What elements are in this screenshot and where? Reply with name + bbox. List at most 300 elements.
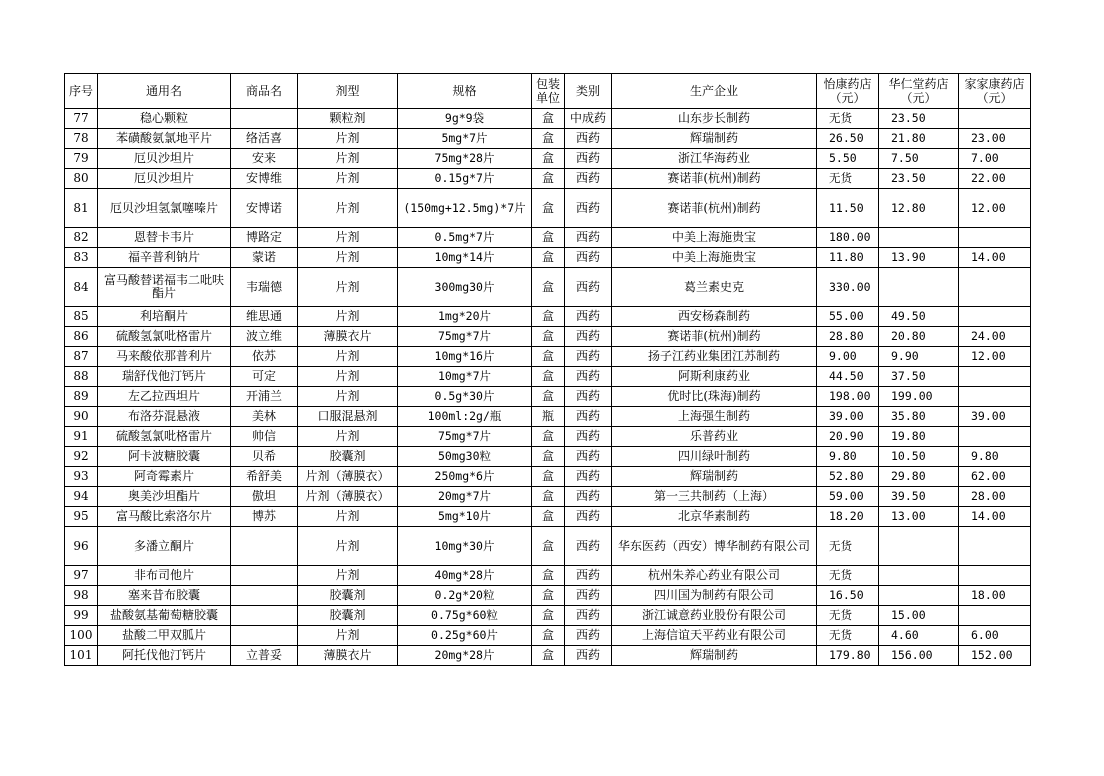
table-row	[65, 527, 1031, 566]
price-huarentang-cell: 20.80	[879, 327, 959, 347]
manufacturer-cell: 赛诺菲(杭州)制药	[612, 169, 817, 189]
price-yikang-cell: 5.50	[817, 149, 879, 169]
dosage-form-cell: 片剂	[298, 527, 398, 566]
dosage-form-cell: 片剂	[298, 307, 398, 327]
price-jiajiakang-cell: 7.00	[959, 149, 1031, 169]
dosage-form-cell: 片剂	[298, 228, 398, 248]
price-huarentang-cell	[879, 586, 959, 606]
price-yikang-cell: 179.80	[817, 646, 879, 666]
specification-cell: 75mg*7片	[398, 327, 532, 347]
price-huarentang-cell: 12.80	[879, 189, 959, 228]
dosage-form-cell: 片剂	[298, 347, 398, 367]
generic-name-cell: 阿卡波糖胶囊	[98, 447, 231, 467]
row-number-cell: 83	[65, 248, 98, 268]
table-row	[65, 407, 1031, 427]
category-cell: 西药	[565, 169, 612, 189]
manufacturer-cell: 赛诺菲(杭州)制药	[612, 189, 817, 228]
generic-name-cell: 阿奇霉素片	[98, 467, 231, 487]
row-number-cell: 81	[65, 189, 98, 228]
price-huarentang-cell: 49.50	[879, 307, 959, 327]
brand-name-cell	[231, 566, 298, 586]
price-jiajiakang-cell	[959, 387, 1031, 407]
specification-cell: 20mg*28片	[398, 646, 532, 666]
manufacturer-cell: 杭州朱养心药业有限公司	[612, 566, 817, 586]
manufacturer-cell: 辉瑞制药	[612, 467, 817, 487]
table-row	[65, 387, 1031, 407]
row-number-cell: 98	[65, 586, 98, 606]
package-unit-cell: 盒	[532, 606, 565, 626]
price-jiajiakang-cell	[959, 566, 1031, 586]
price-yikang-cell: 28.80	[817, 327, 879, 347]
generic-name-cell: 布洛芬混悬液	[98, 407, 231, 427]
table-row	[65, 487, 1031, 507]
brand-name-cell: 可定	[231, 367, 298, 387]
table-row	[65, 606, 1031, 626]
package-unit-cell: 盒	[532, 129, 565, 149]
generic-name-cell: 塞来昔布胶囊	[98, 586, 231, 606]
price-huarentang-cell: 39.50	[879, 487, 959, 507]
manufacturer-cell: 上海强生制药	[612, 407, 817, 427]
brand-name-cell: 贝希	[231, 447, 298, 467]
generic-name-cell: 硫酸氢氯吡格雷片	[98, 327, 231, 347]
generic-name-cell: 瑞舒伐他汀钙片	[98, 367, 231, 387]
price-yikang-cell: 55.00	[817, 307, 879, 327]
price-jiajiakang-cell	[959, 109, 1031, 129]
dosage-form-cell: 口服混悬剂	[298, 407, 398, 427]
package-unit-cell: 盒	[532, 447, 565, 467]
category-cell: 西药	[565, 387, 612, 407]
price-yikang-cell: 44.50	[817, 367, 879, 387]
generic-name-cell: 苯磺酸氨氯地平片	[98, 129, 231, 149]
dosage-form-cell: 胶囊剂	[298, 606, 398, 626]
table-row	[65, 129, 1031, 149]
generic-name-cell: 稳心颗粒	[98, 109, 231, 129]
specification-cell: 20mg*7片	[398, 487, 532, 507]
price-jiajiakang-cell: 18.00	[959, 586, 1031, 606]
category-cell: 西药	[565, 527, 612, 566]
price-yikang-cell: 198.00	[817, 387, 879, 407]
package-unit-cell: 盒	[532, 626, 565, 646]
table-row	[65, 347, 1031, 367]
category-cell: 中成药	[565, 109, 612, 129]
price-huarentang-cell: 9.90	[879, 347, 959, 367]
manufacturer-cell: 华东医药（西安）博华制药有限公司	[612, 527, 817, 566]
price-yikang-cell: 59.00	[817, 487, 879, 507]
category-cell: 西药	[565, 149, 612, 169]
table-row	[65, 367, 1031, 387]
price-jiajiakang-cell	[959, 367, 1031, 387]
price-yikang-cell: 无货	[817, 109, 879, 129]
package-unit-cell: 盒	[532, 327, 565, 347]
table-row	[65, 626, 1031, 646]
price-yikang-cell: 9.80	[817, 447, 879, 467]
table-row	[65, 149, 1031, 169]
dosage-form-cell: 片剂	[298, 189, 398, 228]
table-row	[65, 566, 1031, 586]
table-row	[65, 189, 1031, 228]
price-jiajiakang-cell: 152.00	[959, 646, 1031, 666]
brand-name-cell	[231, 109, 298, 129]
specification-cell: 9g*9袋	[398, 109, 532, 129]
brand-name-cell	[231, 527, 298, 566]
specification-cell: 0.2g*20粒	[398, 586, 532, 606]
table-row	[65, 467, 1031, 487]
row-number-cell: 78	[65, 129, 98, 149]
price-jiajiakang-cell: 14.00	[959, 507, 1031, 527]
header-cell: 序号	[65, 74, 98, 109]
category-cell: 西药	[565, 248, 612, 268]
header-cell: 类别	[565, 74, 612, 109]
price-yikang-cell: 无货	[817, 606, 879, 626]
price-huarentang-cell: 19.80	[879, 427, 959, 447]
price-huarentang-cell: 10.50	[879, 447, 959, 467]
manufacturer-cell: 上海信谊天平药业有限公司	[612, 626, 817, 646]
price-yikang-cell: 无货	[817, 169, 879, 189]
price-jiajiakang-cell	[959, 527, 1031, 566]
price-huarentang-cell: 35.80	[879, 407, 959, 427]
generic-name-cell: 恩替卡韦片	[98, 228, 231, 248]
category-cell: 西药	[565, 347, 612, 367]
price-jiajiakang-cell: 62.00	[959, 467, 1031, 487]
generic-name-cell: 厄贝沙坦片	[98, 169, 231, 189]
brand-name-cell: 波立维	[231, 327, 298, 347]
package-unit-cell: 盒	[532, 387, 565, 407]
specification-cell: 75mg*7片	[398, 427, 532, 447]
table-row	[65, 307, 1031, 327]
table-row	[65, 586, 1031, 606]
category-cell: 西药	[565, 307, 612, 327]
manufacturer-cell: 浙江华海药业	[612, 149, 817, 169]
brand-name-cell: 韦瑞德	[231, 268, 298, 307]
generic-name-cell: 左乙拉西坦片	[98, 387, 231, 407]
specification-cell: 300mg30片	[398, 268, 532, 307]
table-row	[65, 248, 1031, 268]
header-cell: 怡康药店（元）	[817, 74, 879, 109]
category-cell: 西药	[565, 467, 612, 487]
brand-name-cell: 傲坦	[231, 487, 298, 507]
dosage-form-cell: 片剂	[298, 566, 398, 586]
price-table-page	[64, 73, 1031, 666]
dosage-form-cell: 片剂	[298, 149, 398, 169]
price-yikang-cell: 26.50	[817, 129, 879, 149]
table-row	[65, 109, 1031, 129]
dosage-form-cell: 薄膜衣片	[298, 646, 398, 666]
price-yikang-cell: 20.90	[817, 427, 879, 447]
package-unit-cell: 盒	[532, 189, 565, 228]
price-table	[64, 73, 1031, 666]
brand-name-cell: 安博维	[231, 169, 298, 189]
manufacturer-cell: 西安杨森制药	[612, 307, 817, 327]
price-jiajiakang-cell: 23.00	[959, 129, 1031, 149]
category-cell: 西药	[565, 447, 612, 467]
table-row	[65, 169, 1031, 189]
price-jiajiakang-cell: 12.00	[959, 189, 1031, 228]
specification-cell: 100ml:2g/瓶	[398, 407, 532, 427]
price-yikang-cell: 11.50	[817, 189, 879, 228]
brand-name-cell	[231, 606, 298, 626]
price-huarentang-cell: 199.00	[879, 387, 959, 407]
price-yikang-cell: 9.00	[817, 347, 879, 367]
table-row	[65, 646, 1031, 666]
manufacturer-cell: 扬子江药业集团江苏制药	[612, 347, 817, 367]
brand-name-cell: 博路定	[231, 228, 298, 248]
generic-name-cell: 富马酸替诺福韦二吡呋酯片	[98, 268, 231, 307]
category-cell: 西药	[565, 566, 612, 586]
row-number-cell: 92	[65, 447, 98, 467]
dosage-form-cell: 颗粒剂	[298, 109, 398, 129]
table-row	[65, 427, 1031, 447]
specification-cell: 1mg*20片	[398, 307, 532, 327]
specification-cell: 10mg*16片	[398, 347, 532, 367]
brand-name-cell: 希舒美	[231, 467, 298, 487]
generic-name-cell: 利培酮片	[98, 307, 231, 327]
specification-cell: 0.15g*7片	[398, 169, 532, 189]
dosage-form-cell: 片剂	[298, 367, 398, 387]
category-cell: 西药	[565, 129, 612, 149]
dosage-form-cell: 胶囊剂	[298, 447, 398, 467]
row-number-cell: 84	[65, 268, 98, 307]
price-huarentang-cell: 29.80	[879, 467, 959, 487]
price-yikang-cell: 11.80	[817, 248, 879, 268]
price-jiajiakang-cell	[959, 307, 1031, 327]
price-jiajiakang-cell: 39.00	[959, 407, 1031, 427]
row-number-cell: 90	[65, 407, 98, 427]
specification-cell: 50mg30粒	[398, 447, 532, 467]
brand-name-cell	[231, 586, 298, 606]
generic-name-cell: 非布司他片	[98, 566, 231, 586]
package-unit-cell: 盒	[532, 307, 565, 327]
brand-name-cell: 立普妥	[231, 646, 298, 666]
price-jiajiakang-cell: 9.80	[959, 447, 1031, 467]
row-number-cell: 94	[65, 487, 98, 507]
specification-cell: 0.5mg*7片	[398, 228, 532, 248]
specification-cell: 10mg*14片	[398, 248, 532, 268]
brand-name-cell: 开浦兰	[231, 387, 298, 407]
brand-name-cell	[231, 626, 298, 646]
price-yikang-cell: 无货	[817, 566, 879, 586]
generic-name-cell: 福辛普利钠片	[98, 248, 231, 268]
price-huarentang-cell	[879, 228, 959, 248]
price-huarentang-cell: 7.50	[879, 149, 959, 169]
price-huarentang-cell: 4.60	[879, 626, 959, 646]
price-jiajiakang-cell	[959, 228, 1031, 248]
row-number-cell: 79	[65, 149, 98, 169]
header-cell: 通用名	[98, 74, 231, 109]
price-jiajiakang-cell: 28.00	[959, 487, 1031, 507]
category-cell: 西药	[565, 487, 612, 507]
category-cell: 西药	[565, 407, 612, 427]
row-number-cell: 93	[65, 467, 98, 487]
price-yikang-cell: 39.00	[817, 407, 879, 427]
table-body	[65, 109, 1031, 666]
package-unit-cell: 盒	[532, 268, 565, 307]
specification-cell: 0.75g*60粒	[398, 606, 532, 626]
price-huarentang-cell: 37.50	[879, 367, 959, 387]
manufacturer-cell: 优时比(珠海)制药	[612, 387, 817, 407]
specification-cell: 0.25g*60片	[398, 626, 532, 646]
dosage-form-cell: 片剂（薄膜衣）	[298, 467, 398, 487]
category-cell: 西药	[565, 228, 612, 248]
price-jiajiakang-cell	[959, 427, 1031, 447]
specification-cell: 10mg*30片	[398, 527, 532, 566]
manufacturer-cell: 第一三共制药（上海）	[612, 487, 817, 507]
dosage-form-cell: 片剂	[298, 248, 398, 268]
row-number-cell: 95	[65, 507, 98, 527]
brand-name-cell: 美林	[231, 407, 298, 427]
package-unit-cell: 盒	[532, 367, 565, 387]
header-row	[65, 74, 1031, 109]
generic-name-cell: 奥美沙坦酯片	[98, 487, 231, 507]
manufacturer-cell: 浙江诚意药业股份有限公司	[612, 606, 817, 626]
generic-name-cell: 盐酸二甲双胍片	[98, 626, 231, 646]
dosage-form-cell: 片剂	[298, 268, 398, 307]
generic-name-cell: 硫酸氢氯吡格雷片	[98, 427, 231, 447]
brand-name-cell: 络活喜	[231, 129, 298, 149]
category-cell: 西药	[565, 626, 612, 646]
manufacturer-cell: 北京华素制药	[612, 507, 817, 527]
row-number-cell: 101	[65, 646, 98, 666]
package-unit-cell: 盒	[532, 248, 565, 268]
row-number-cell: 97	[65, 566, 98, 586]
price-huarentang-cell: 23.50	[879, 169, 959, 189]
specification-cell: 0.5g*30片	[398, 387, 532, 407]
dosage-form-cell: 片剂	[298, 387, 398, 407]
package-unit-cell: 盒	[532, 228, 565, 248]
price-jiajiakang-cell	[959, 606, 1031, 626]
price-huarentang-cell: 21.80	[879, 129, 959, 149]
price-huarentang-cell: 156.00	[879, 646, 959, 666]
dosage-form-cell: 片剂	[298, 626, 398, 646]
specification-cell: 75mg*28片	[398, 149, 532, 169]
header-cell: 剂型	[298, 74, 398, 109]
brand-name-cell: 依苏	[231, 347, 298, 367]
dosage-form-cell: 片剂	[298, 427, 398, 447]
package-unit-cell: 盒	[532, 467, 565, 487]
manufacturer-cell: 辉瑞制药	[612, 129, 817, 149]
price-yikang-cell: 无货	[817, 527, 879, 566]
price-huarentang-cell: 13.00	[879, 507, 959, 527]
package-unit-cell: 盒	[532, 347, 565, 367]
row-number-cell: 100	[65, 626, 98, 646]
price-jiajiakang-cell: 6.00	[959, 626, 1031, 646]
manufacturer-cell: 阿斯利康药业	[612, 367, 817, 387]
generic-name-cell: 盐酸氨基葡萄糖胶囊	[98, 606, 231, 626]
package-unit-cell: 盒	[532, 169, 565, 189]
package-unit-cell: 盒	[532, 507, 565, 527]
table-row	[65, 327, 1031, 347]
price-jiajiakang-cell	[959, 268, 1031, 307]
package-unit-cell: 盒	[532, 527, 565, 566]
dosage-form-cell: 片剂	[298, 507, 398, 527]
table-row	[65, 268, 1031, 307]
specification-cell: 5mg*7片	[398, 129, 532, 149]
manufacturer-cell: 四川绿叶制药	[612, 447, 817, 467]
row-number-cell: 80	[65, 169, 98, 189]
header-cell: 华仁堂药店（元）	[879, 74, 959, 109]
category-cell: 西药	[565, 327, 612, 347]
brand-name-cell: 安来	[231, 149, 298, 169]
dosage-form-cell: 薄膜衣片	[298, 327, 398, 347]
generic-name-cell: 富马酸比索洛尔片	[98, 507, 231, 527]
manufacturer-cell: 中美上海施贵宝	[612, 248, 817, 268]
package-unit-cell: 盒	[532, 566, 565, 586]
row-number-cell: 88	[65, 367, 98, 387]
row-number-cell: 82	[65, 228, 98, 248]
generic-name-cell: 阿托伐他汀钙片	[98, 646, 231, 666]
category-cell: 西药	[565, 646, 612, 666]
dosage-form-cell: 片剂	[298, 129, 398, 149]
price-jiajiakang-cell: 14.00	[959, 248, 1031, 268]
price-yikang-cell: 330.00	[817, 268, 879, 307]
brand-name-cell: 安博诺	[231, 189, 298, 228]
header-cell: 家家康药店（元）	[959, 74, 1031, 109]
price-yikang-cell: 52.80	[817, 467, 879, 487]
price-yikang-cell: 16.50	[817, 586, 879, 606]
brand-name-cell: 博苏	[231, 507, 298, 527]
table-row	[65, 447, 1031, 467]
price-huarentang-cell	[879, 268, 959, 307]
manufacturer-cell: 中美上海施贵宝	[612, 228, 817, 248]
generic-name-cell: 多潘立酮片	[98, 527, 231, 566]
manufacturer-cell: 山东步长制药	[612, 109, 817, 129]
row-number-cell: 87	[65, 347, 98, 367]
brand-name-cell: 维思通	[231, 307, 298, 327]
price-jiajiakang-cell: 12.00	[959, 347, 1031, 367]
specification-cell: (150mg+12.5mg)*7片	[398, 189, 532, 228]
manufacturer-cell: 葛兰素史克	[612, 268, 817, 307]
manufacturer-cell: 四川国为制药有限公司	[612, 586, 817, 606]
manufacturer-cell: 赛诺菲(杭州)制药	[612, 327, 817, 347]
manufacturer-cell: 乐普药业	[612, 427, 817, 447]
dosage-form-cell: 片剂	[298, 169, 398, 189]
price-jiajiakang-cell: 22.00	[959, 169, 1031, 189]
price-huarentang-cell	[879, 566, 959, 586]
package-unit-cell: 盒	[532, 646, 565, 666]
header-cell: 生产企业	[612, 74, 817, 109]
table-row	[65, 507, 1031, 527]
price-huarentang-cell: 13.90	[879, 248, 959, 268]
price-yikang-cell: 180.00	[817, 228, 879, 248]
header-cell: 规格	[398, 74, 532, 109]
row-number-cell: 99	[65, 606, 98, 626]
row-number-cell: 85	[65, 307, 98, 327]
category-cell: 西药	[565, 189, 612, 228]
price-huarentang-cell: 15.00	[879, 606, 959, 626]
row-number-cell: 96	[65, 527, 98, 566]
specification-cell: 40mg*28片	[398, 566, 532, 586]
price-yikang-cell: 18.20	[817, 507, 879, 527]
generic-name-cell: 马来酸依那普利片	[98, 347, 231, 367]
dosage-form-cell: 胶囊剂	[298, 586, 398, 606]
row-number-cell: 89	[65, 387, 98, 407]
package-unit-cell: 瓶	[532, 407, 565, 427]
price-huarentang-cell	[879, 527, 959, 566]
category-cell: 西药	[565, 606, 612, 626]
header-cell: 商品名	[231, 74, 298, 109]
package-unit-cell: 盒	[532, 427, 565, 447]
price-yikang-cell: 无货	[817, 626, 879, 646]
row-number-cell: 86	[65, 327, 98, 347]
manufacturer-cell: 辉瑞制药	[612, 646, 817, 666]
package-unit-cell: 盒	[532, 149, 565, 169]
row-number-cell: 91	[65, 427, 98, 447]
generic-name-cell: 厄贝沙坦氢氯噻嗪片	[98, 189, 231, 228]
category-cell: 西药	[565, 367, 612, 387]
dosage-form-cell: 片剂（薄膜衣）	[298, 487, 398, 507]
specification-cell: 250mg*6片	[398, 467, 532, 487]
generic-name-cell: 厄贝沙坦片	[98, 149, 231, 169]
price-jiajiakang-cell: 24.00	[959, 327, 1031, 347]
